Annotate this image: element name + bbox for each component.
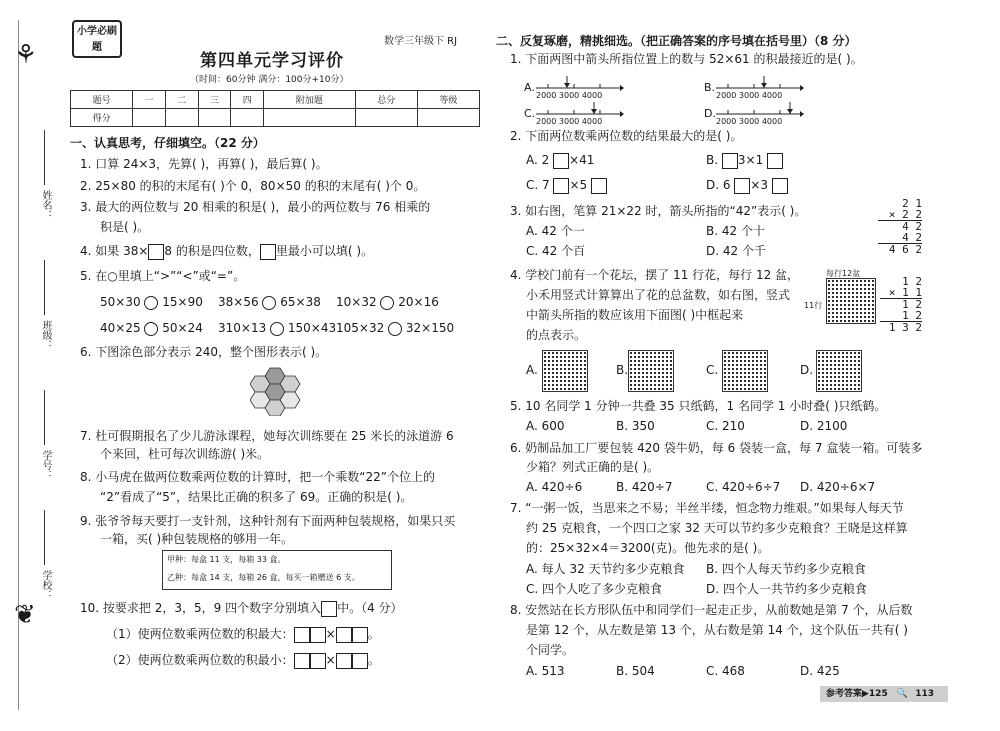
vertical-calc-q3 (878, 198, 922, 255)
times-sign: × (325, 653, 336, 667)
q7-option-a[interactable]: A. 每人 32 天节约多少克粮食 (526, 562, 685, 576)
calc-line: 2 1 (902, 197, 922, 210)
s2-question-8-line3: 个同学。 (526, 643, 575, 657)
tick-label: 3000 (738, 117, 760, 126)
q7-option-d[interactable]: D. 四个人一共节约多少克粮食 (706, 582, 867, 596)
q6-option-c[interactable]: C. 420÷6÷7 (706, 480, 781, 494)
score-row-label: 得分 (71, 109, 133, 127)
compare-right: 65×38 (280, 295, 321, 309)
s1-question-3-line1: 3. 最大的两位数与 20 相乘的积是( )，最小的两位数与 76 相乘的 (80, 200, 431, 214)
score-header-cell: 一 (133, 91, 166, 109)
q8-option-d[interactable]: D. 425 (800, 664, 840, 678)
page-number: 113 (915, 689, 935, 699)
score-header-cell: 题号 (71, 91, 133, 109)
q10-text-b: 中。（4 分） (337, 601, 403, 615)
q4-option-c-label[interactable]: C. (706, 363, 719, 377)
compare-left: 310×13 (218, 321, 267, 335)
tick-label: 4000 (761, 91, 783, 100)
q2-d-text2: ×3 (750, 178, 769, 192)
q3-option-d[interactable]: D. 42 个千 (706, 244, 766, 258)
s1-question-2: 2. 25×80 的积的末尾有( )个 0，80×50 的积的末尾有( )个 0。 (80, 179, 426, 193)
name-label: 姓名： (40, 190, 51, 220)
q2-d-box (734, 178, 750, 194)
q10-sub-1 (106, 626, 380, 643)
q7-option-b[interactable]: B. 四个人每天节约多少克粮食 (706, 562, 866, 576)
compare-item (336, 320, 454, 336)
q4-text-c: 里最小可以填( )。 (275, 244, 374, 258)
class-blank[interactable] (44, 260, 45, 315)
compare-item (218, 294, 321, 310)
compare-circle[interactable] (144, 296, 158, 310)
compare-circle[interactable] (262, 296, 276, 310)
s2-question-7-line2: 约 25 克粮食，一个四口之家 32 天可以节约多少克粮食？王晓是这样算 (526, 521, 908, 535)
compare-circle[interactable] (388, 322, 402, 336)
q8-option-b[interactable]: B. 504 (616, 664, 655, 678)
hexagon-figure (250, 366, 310, 416)
answer-reference: 参考答案▶125 (826, 689, 888, 699)
compare-right: 20×16 (398, 295, 439, 309)
score-cell[interactable] (165, 109, 198, 127)
class-label: 班级： (40, 320, 51, 350)
tick-label: 3000 (738, 91, 760, 100)
option-d-label: D. (704, 107, 716, 120)
score-header-cell: 二 (165, 91, 198, 109)
q4-option-a-grid (542, 350, 588, 392)
compare-item (100, 294, 203, 310)
q2-b-text2: 3×1 (737, 153, 764, 167)
tick-labels-b (716, 88, 782, 104)
calc-line: 1 2 (880, 310, 922, 322)
s2-question-4-line2: 小禾用竖式计算算出了花的总盆数，如右图，竖式 (526, 288, 791, 302)
tick-label: 2000 (536, 91, 557, 100)
brand-logo: 小学必刷题 (72, 20, 122, 58)
school-label: 学校： (40, 570, 51, 600)
s2-question-5: 5. 10 名同学 1 分钟一共叠 35 只纸鹤，1 名同学 1 小时叠( )只纸鹤。 (510, 399, 887, 413)
answer-reference-tag (820, 686, 948, 702)
compare-item (100, 320, 203, 336)
s1-question-9-line1: 9. 张爷爷每天要打一支针剂，这种针剂有下面两种包装规格，如果只买 (80, 514, 456, 528)
page-title: 第四单元学习评价 (200, 51, 344, 71)
option-c-label: C. (524, 107, 536, 120)
tick-label: 2000 (716, 91, 737, 100)
tick-label: 4000 (581, 91, 603, 100)
digit-box[interactable] (310, 627, 326, 643)
compare-item (336, 294, 439, 310)
s2-question-4-line4: 的点表示。 (526, 328, 587, 342)
section2-title: 二、反复琢磨，精挑细选。（把正确答案的序号填在括号里）（8 分） (496, 34, 857, 48)
q2-c-box (553, 178, 569, 194)
q10-sub-2-text: （2）使两位数乘两位数的积最小： (106, 653, 294, 667)
score-header-cell: 总分 (355, 91, 417, 109)
q10-text-a: 10. 按要求把 2，3，5，9 四个数字分别填入 (80, 601, 322, 615)
bird-decoration-icon: ❦ (14, 600, 36, 630)
calc-line: 1 3 2 (888, 321, 922, 334)
tick-labels-a (536, 88, 602, 104)
q2-option-c[interactable] (526, 177, 607, 194)
q2-a-text1: A. 2 (526, 153, 550, 167)
digit-box[interactable] (310, 653, 326, 669)
packaging-spec-box (162, 550, 392, 590)
tick-label: 4000 (761, 117, 783, 126)
s1-question-3-line2: 积是( )。 (100, 220, 150, 234)
q6-option-a[interactable]: A. 420÷6 (526, 480, 583, 494)
period-mark: 。 (367, 627, 380, 641)
score-table-header-row (71, 91, 480, 109)
compare-right: 15×90 (162, 295, 203, 309)
option-a-label: A. (524, 81, 535, 94)
bamboo-decoration-icon: ⚘ (14, 40, 38, 70)
score-cell[interactable] (133, 109, 166, 127)
q2-b-box (722, 153, 738, 169)
q6-option-d[interactable]: D. 420÷6×7 (800, 480, 876, 494)
magnifier-icon: 🔍 (896, 689, 909, 699)
calc-line: 1 2 (902, 298, 922, 311)
compare-circle[interactable] (380, 296, 394, 310)
compare-left: 38×56 (218, 295, 259, 309)
q2-option-a[interactable] (526, 152, 594, 169)
s1-question-10 (80, 600, 403, 617)
s2-question-8-line2: 是第 12 个，从左数是第 13 个，从右数是第 14 个，这个队伍一共有( ) (526, 623, 908, 637)
score-header-cell: 附加题 (264, 91, 356, 109)
s2-question-7-line3: 的：25×32×4＝3200(克)。他先求的是( )。 (526, 541, 770, 555)
q2-a-box (553, 153, 569, 169)
calc-line: 4 2 (878, 232, 922, 244)
times-sign: × (325, 627, 336, 641)
s1-question-7-line2: 个来回，杜可每次训练游( )米。 (100, 447, 270, 461)
q7-option-c[interactable]: C. 四个人吃了多少克粮食 (526, 582, 663, 596)
tick-label: 4000 (581, 117, 603, 126)
q3-option-a[interactable]: A. 42 个一 (526, 224, 585, 238)
calc-line: 4 2 (902, 220, 922, 233)
grade-label: 数学三年级下 RJ (384, 36, 458, 47)
flower-dot-grid (826, 278, 876, 324)
s2-question-4-line3: 中箭头所指的数应该用下面图( )中框起来 (526, 308, 744, 322)
score-table-score-row (71, 109, 480, 127)
pack-a: 甲种：每盒 11 支，每箱 33 盒。 (167, 555, 286, 564)
q2-b-text1: B. (706, 153, 719, 167)
calc-line: 1 2 (902, 275, 922, 288)
s1-question-9-line2: 一箱，买( )种包装规格的够用一年。 (100, 532, 294, 546)
section1-title: 一、认真思考，仔细填空。（22 分） (70, 136, 265, 150)
s2-question-3: 3. 如右图，笔算 21×22 时，箭头所指的“42”表示( )。 (510, 204, 807, 218)
tick-label: 2000 (716, 117, 737, 126)
s1-question-6: 6. 下图涂色部分表示 240，整个图形表示( )。 (80, 345, 328, 359)
score-header-cell: 等级 (417, 91, 479, 109)
s1-question-4 (80, 243, 373, 260)
q4-option-d-grid (816, 350, 862, 392)
tick-label: 3000 (558, 117, 580, 126)
compare-right: 32×150 (405, 321, 455, 335)
s1-question-5: 5. 在○里填上“>”“<”或“=”。 (80, 269, 246, 283)
q4-option-c-grid (722, 350, 768, 392)
compare-right: 50×24 (162, 321, 203, 335)
q10-box[interactable] (321, 601, 337, 617)
q5-option-d[interactable]: D. 2100 (800, 419, 848, 433)
digit-box[interactable] (352, 627, 368, 643)
q2-b-box-2 (767, 153, 783, 169)
compare-left: 105×32 (336, 321, 385, 335)
q3-option-c[interactable]: C. 42 个百 (526, 244, 586, 258)
digit-box[interactable] (336, 653, 352, 669)
q4-option-d-label[interactable]: D. (800, 363, 814, 377)
q10-sub-1-text: （1）使两位数乘两位数的积最大： (106, 627, 294, 641)
name-blank[interactable] (44, 130, 45, 185)
q4-text-b: 8 的积是四位数， (164, 244, 260, 258)
tick-label: 2000 (536, 117, 557, 126)
s1-question-7-line1: 7. 杜可假期报名了少儿游泳课程，她每次训练要在 25 米长的泳道游 6 (80, 429, 454, 443)
compare-left: 50×30 (100, 295, 141, 309)
binding-strip (0, 0, 62, 731)
exam-subtitle: （时间：60分钟 满分：100分+10分） (190, 75, 349, 85)
s1-question-1: 1. 口算 24×3，先算( )，再算( )，最后算( )。 (80, 157, 328, 171)
pack-b: 乙种：每盒 14 支，每箱 26 盒，每买一箱赠送 6 支。 (167, 573, 360, 582)
s1-question-8-line2: “2”看成了“5”，结果比正确的积多了 69。正确的积是( )。 (100, 490, 413, 504)
q2-d-box-2 (772, 178, 788, 194)
s2-question-8-line1: 8. 安然站在长方形队伍中和同学们一起走正步，从前数她是第 7 个，从后数 (510, 603, 913, 617)
q2-c-text1: C. 7 (526, 178, 550, 192)
q8-option-a[interactable]: A. 513 (526, 664, 565, 678)
compare-left: 10×32 (336, 295, 377, 309)
q4-text-a: 4. 如果 38× (80, 244, 149, 258)
q3-option-b[interactable]: B. 42 个十 (706, 224, 765, 238)
q2-d-text1: D. 6 (706, 178, 731, 192)
s2-question-6-line2: 少箱？列式正确的是( )。 (526, 460, 660, 474)
score-cell[interactable] (198, 109, 231, 127)
compare-circle[interactable] (270, 322, 284, 336)
score-header-cell: 四 (231, 91, 264, 109)
s2-question-6-line1: 6. 奶制品加工厂要包装 420 袋牛奶，每 6 袋装一盒，每 7 盒装一箱。可装多 (510, 441, 923, 455)
q2-c-text2: ×5 (569, 178, 588, 192)
q4-box-2[interactable] (260, 244, 276, 260)
q5-option-b[interactable]: B. 350 (616, 419, 655, 433)
flower-col-label: 11行 (804, 301, 823, 310)
score-cell[interactable] (231, 109, 264, 127)
student-no-label: 学号： (40, 450, 51, 480)
digit-box[interactable] (294, 653, 310, 669)
option-b-label: B. (704, 81, 716, 94)
q2-c-box-2 (591, 178, 607, 194)
q4-option-b-grid (628, 350, 674, 392)
q5-option-c[interactable]: C. 210 (706, 419, 745, 433)
score-header-cell: 三 (198, 91, 231, 109)
tick-label: 3000 (558, 91, 580, 100)
digit-box[interactable] (352, 653, 368, 669)
q4-option-a-label[interactable]: A. (526, 363, 538, 377)
q4-option-b-label[interactable]: B. (616, 363, 629, 377)
score-table (70, 90, 480, 127)
q2-a-text2: ×41 (569, 153, 595, 167)
period-mark: 。 (367, 653, 380, 667)
q4-box-1[interactable] (148, 244, 164, 260)
s2-question-1: 1. 下面两图中箭头所指位置上的数与 52×61 的积最接近的是( )。 (510, 52, 863, 66)
school-blank[interactable] (44, 510, 45, 565)
q5-option-a[interactable]: A. 600 (526, 419, 565, 433)
calc-line: × 1 1 (880, 287, 922, 299)
s2-question-4-line1: 4. 学校门前有一个花坛，摆了 11 行花，每行 12 盆， (510, 268, 800, 282)
score-cell[interactable] (264, 109, 356, 127)
score-cell[interactable] (355, 109, 417, 127)
q8-option-c[interactable]: C. 468 (706, 664, 745, 678)
compare-right: 150×43 (287, 321, 337, 335)
compare-circle[interactable] (144, 322, 158, 336)
s1-question-8-line1: 8. 小马虎在做两位数乘两位数的计算时，把一个乘数“22”个位上的 (80, 470, 435, 484)
compare-item (218, 320, 336, 336)
flower-row-label: 每行12盆 (826, 269, 861, 278)
q6-option-b[interactable]: B. 420÷7 (616, 480, 673, 494)
q2-option-d[interactable] (706, 177, 788, 194)
digit-box[interactable] (294, 627, 310, 643)
compare-left: 40×25 (100, 321, 141, 335)
digit-box[interactable] (336, 627, 352, 643)
q10-sub-2 (106, 652, 380, 669)
s2-question-7-line1: 7. “一粥一饭，当思来之不易；半丝半缕，恒念物力维艰。”如果每人每天节 (510, 501, 904, 515)
calc-line: 4 6 2 (888, 243, 922, 256)
student-no-blank[interactable] (44, 390, 45, 445)
calc-line: × 2 2 (878, 209, 922, 221)
s2-question-2: 2. 下面两位数乘两位数的结果最大的是( )。 (510, 129, 743, 143)
q2-option-b[interactable] (706, 152, 783, 169)
score-cell[interactable] (417, 109, 479, 127)
vertical-calc-q4 (880, 276, 922, 333)
